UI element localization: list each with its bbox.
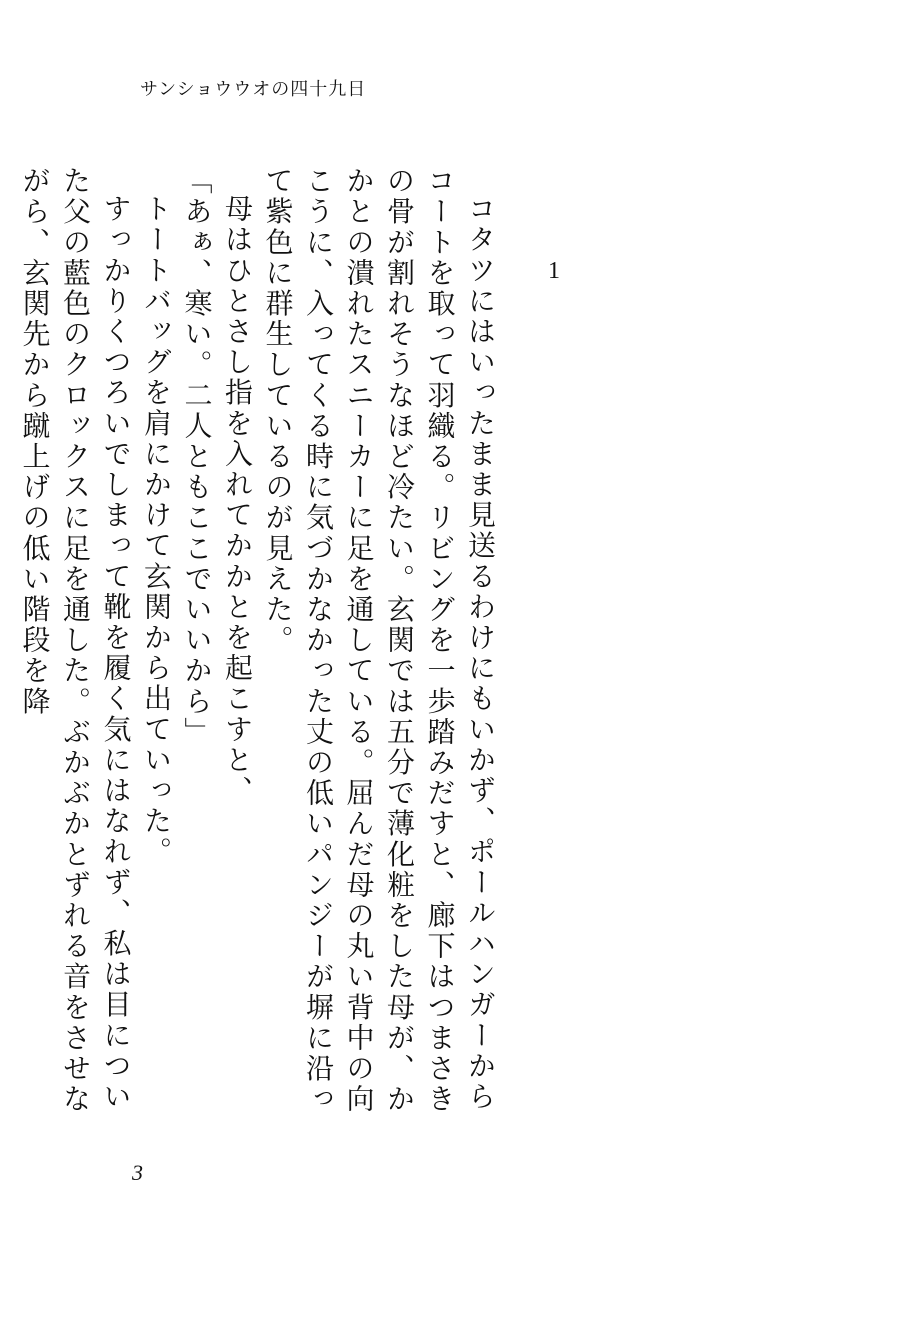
paragraph-3-dialogue: 「あぁ、寒い。二人ともここでいいから」 — [180, 166, 214, 748]
paragraph-4: トートバッグを肩にかけて玄関から出ていった。 — [140, 194, 173, 868]
paragraph-1: コタツにはいったまま見送るわけにもいかず、ポールハンガーからコートを取って羽織る。リビングを一歩踏みだすと、廊下はつまさきの骨が割れそうなほど冷たい。玄関では五分で薄化粧をした母が、かかとの潰れたスニーカーに足を通している。屈んだ母の丸い背中の向こうに、入ってくる時に気づかなかった丈の低いパンジーが塀に沿って紫色に群生しているのが見えた。 — [261, 166, 497, 1115]
paragraph-2: 母はひとさし指を入れてかかとを起こすと、 — [221, 194, 254, 806]
page-number: 3 — [132, 1160, 143, 1185]
paragraph-5: すっかりくつろいでしまって靴を履く気にはなれず、私は目についた父の藍色のクロックスに足を通した。ぶかぶかとずれる音をさせながら、玄関先から蹴上げの低い階段を降 — [18, 166, 133, 1115]
running-head: サンショウウオの四十九日 — [140, 79, 367, 100]
body-text — [18, 166, 500, 1136]
chapter-number: 1 — [548, 258, 560, 284]
